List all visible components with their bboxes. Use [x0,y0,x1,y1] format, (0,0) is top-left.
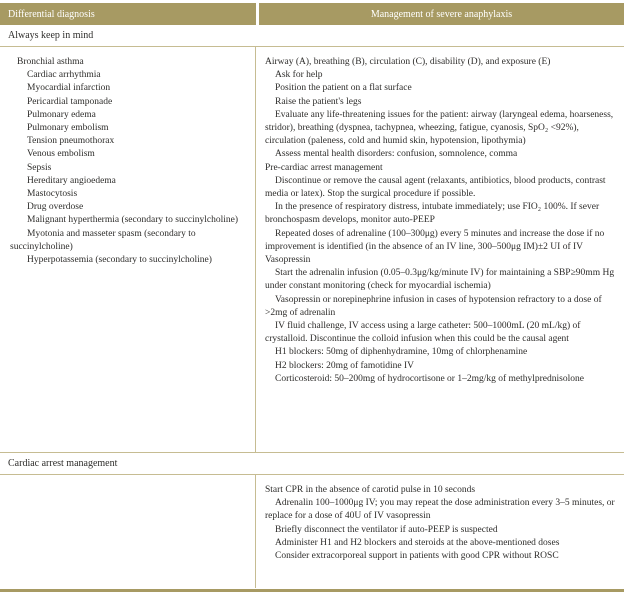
diagnosis-item: Sepsis [27,162,52,173]
diagnosis-item: Cardiac arrhythmia [27,70,101,81]
management-step: Repeated doses of adrenaline (100–300μg) every 5 minutes and increase the dose if no improvement is identified (in the absence of an IV line, 300–500μg IM)±2 UI of IV Vasopressin [265,228,605,266]
differential-diagnosis-list [0,47,256,452]
section-title-always-keep-in-mind: Always keep in mind [0,25,624,47]
diagnosis-item: Hyperpotassemia (secondary to succinylcholine) [27,255,212,266]
diagnosis-item: Pericardial tamponade [27,96,113,107]
cardiac-arrest-step: Briefly disconnect the ventilator if auto-PEEP is suspected [275,524,498,535]
section-title-cardiac-arrest-management: Cardiac arrest management [0,453,624,475]
management-step: Airway (A), breathing (B), circulation (C), disability (D), and exposure (E) [265,57,551,67]
management-step: Vasopressin or norepinephrine infusion in cases of hypotension refractory to a dose of >2mg of adrenalin [265,294,602,318]
table-bottom-rule [0,589,624,592]
diagnosis-item: Myotonia and masseter spasm (secondary to succinylcholine) [10,228,196,252]
management-step: Position the patient on a flat surface [275,83,412,94]
diagnosis-item: Myocardial infarction [27,83,111,94]
cardiac-arrest-body-row [0,475,624,588]
management-step: Raise the patient's legs [275,96,362,107]
management-step: Evaluate any life-threatening issues for the patient: airway (laryngeal edema, hoarseness, stridor), breathing (dyspnea, tachypnea, wheezing, fatigue, cyanosis, SpO₂ <92%), circulation (paleness, cold and humid skin, hypotension, lipothymia) [265,109,614,147]
diagnosis-item: Tension pneumothorax [27,136,115,147]
management-step: In the presence of respiratory distress, intubate immediately; use FIO₂ 100%. If sever bronchospasm develops, monitor auto-PEEP [265,202,600,226]
diagnosis-item: Pulmonary embolism [27,123,109,134]
cardiac-arrest-step: Consider extracorporeal support in patients with good CPR without ROSC [275,551,559,562]
management-step: Corticosteroid: 50–200mg of hydrocortisone or 1–2mg/kg of methylprednisolone [275,373,584,384]
diagnosis-item: Malignant hyperthermia (secondary to succinylcholine) [27,215,239,226]
diagnosis-item: Bronchial asthma [17,57,84,67]
cardiac-arrest-step: Adrenalin 100–1000μg IV; you may repeat the dose administration every 3–5 minutes, or replace for a dose of 40U of IV vasopressin [265,498,615,522]
management-step: Pre-cardiac arrest management [265,162,383,173]
management-step: Assess mental health disorders: confusion, somnolence, comma [275,149,518,160]
cardiac-arrest-steps-list [256,475,624,588]
management-step: Discontinue or remove the causal agent (relaxants, antibiotics, blood products, contrast media or latex). Stop the surgical procedure if possible. [265,175,606,200]
management-step: Ask for help [275,70,323,81]
management-step: H2 blockers: 20mg of famotidine IV [275,360,415,371]
cardiac-arrest-step: Administer H1 and H2 blockers and steroids at the above-mentioned doses [275,537,560,548]
diagnosis-item: Pulmonary edema [27,109,96,120]
management-step: Start the adrenalin infusion (0.05–0.3μg/kg/minute IV) for maintaining a SBP≥90mm Hg under constant monitoring (check for myocardial ischemia) [265,268,615,292]
diagnosis-item: Venous embolism [27,149,95,160]
management-step: IV fluid challenge, IV access using a large catheter: 500–1000mL (20 mL/kg) of crystalloid. Discontinue the colloid infusion when this could be the causal agent [265,321,581,345]
table-header-row [0,3,624,25]
empty-left-cell [0,475,256,588]
main-body-row [0,47,624,453]
diagnosis-item: Mastocytosis [27,189,78,200]
management-step: H1 blockers: 50mg of diphenhydramine, 10mg of chlorphenamine [275,347,528,358]
management-steps-list [256,47,624,452]
cardiac-arrest-step: Start CPR in the absence of carotid pulse in 10 seconds [265,485,476,495]
column-header-management: Management of severe anaphylaxis [259,3,624,25]
diagnosis-item: Drug overdose [27,202,84,213]
column-header-differential-diagnosis: Differential diagnosis [0,3,256,25]
diagnosis-item: Hereditary angioedema [27,175,116,186]
